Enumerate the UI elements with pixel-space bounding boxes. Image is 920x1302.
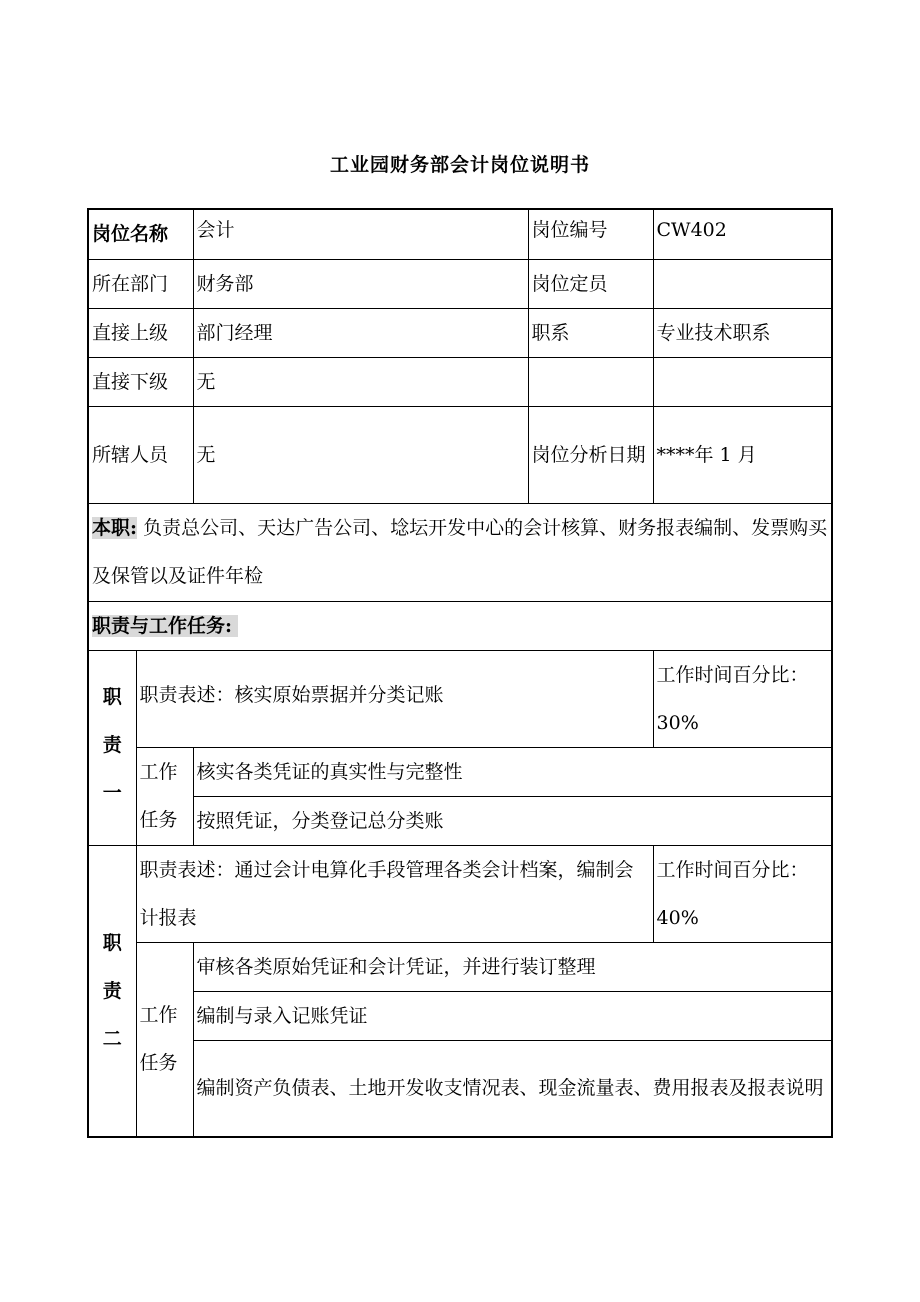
subordinate-value: 无 <box>193 357 528 406</box>
duty1-time <box>653 650 832 747</box>
duty1-label-text: 职责一 <box>102 685 122 804</box>
analysis-date-label: 岗位分析日期 <box>528 406 653 503</box>
duty2-time-label: 工作时间百分比： <box>656 858 809 881</box>
quota-label: 岗位定员 <box>528 259 653 308</box>
dept-label: 所在部门 <box>88 259 193 308</box>
duty1-task-2: 按照凭证，分类登记总分类账 <box>193 796 832 845</box>
duty1-task-label <box>136 747 193 845</box>
duty2-task-1: 审核各类原始凭证和会计凭证，并进行装订整理 <box>193 942 832 991</box>
post-name-value: 会计 <box>193 209 528 259</box>
post-code-label: 岗位编号 <box>528 209 653 259</box>
document-title: 工业园财务部会计岗位说明书 <box>329 154 590 176</box>
superior-value: 部门经理 <box>193 308 528 357</box>
staff-value: 无 <box>193 406 528 503</box>
series-value: 专业技术职系 <box>653 308 832 357</box>
duty2-label <box>88 845 136 1137</box>
duty2-time-value: 40% <box>656 906 699 929</box>
duties-heading <box>88 601 832 650</box>
duty2-task-2: 编制与录入记账凭证 <box>193 991 832 1040</box>
analysis-date-value: ****年 1 月 <box>653 406 832 503</box>
duty1-time-value: 30% <box>656 711 699 734</box>
duty2-task-label-text: 工作任务 <box>139 1004 178 1075</box>
post-name-label: 岗位名称 <box>88 209 193 259</box>
duty1-time-label: 工作时间百分比： <box>656 663 809 686</box>
duty1-task-1: 核实各类凭证的真实性与完整性 <box>193 747 832 796</box>
duty1-label <box>88 650 136 845</box>
duty2-statement: 职责表述：通过会计电算化手段管理各类会计档案，编制会计报表 <box>136 845 653 942</box>
series-label: 职系 <box>528 308 653 357</box>
main-duty-label: 本职: <box>92 517 138 539</box>
staff-label: 所辖人员 <box>88 406 193 503</box>
duties-heading-text: 职责与工作任务: <box>92 615 238 637</box>
duty2-task-label <box>136 942 193 1137</box>
duty2-label-text: 职责二 <box>102 931 122 1050</box>
empty-cell <box>653 357 832 406</box>
post-code-value: CW402 <box>653 209 832 259</box>
duty1-task-label-text: 工作任务 <box>139 761 178 831</box>
main-duty-text: 负责总公司、天达广告公司、埝坛开发中心的会计核算、财务报表编制、发票购买及保管以及证件年检 <box>92 517 828 587</box>
quota-value <box>653 259 832 308</box>
duty2-task-3: 编制资产负债表、土地开发收支情况表、现金流量表、费用报表及报表说明 <box>193 1040 832 1137</box>
subordinate-label: 直接下级 <box>88 357 193 406</box>
dept-value: 财务部 <box>193 259 528 308</box>
job-description-table <box>87 208 833 1138</box>
duty2-time <box>653 845 832 942</box>
duty1-statement: 职责表述：核实原始票据并分类记账 <box>136 650 653 747</box>
superior-label: 直接上级 <box>88 308 193 357</box>
main-duty <box>88 503 832 601</box>
empty-cell <box>528 357 653 406</box>
